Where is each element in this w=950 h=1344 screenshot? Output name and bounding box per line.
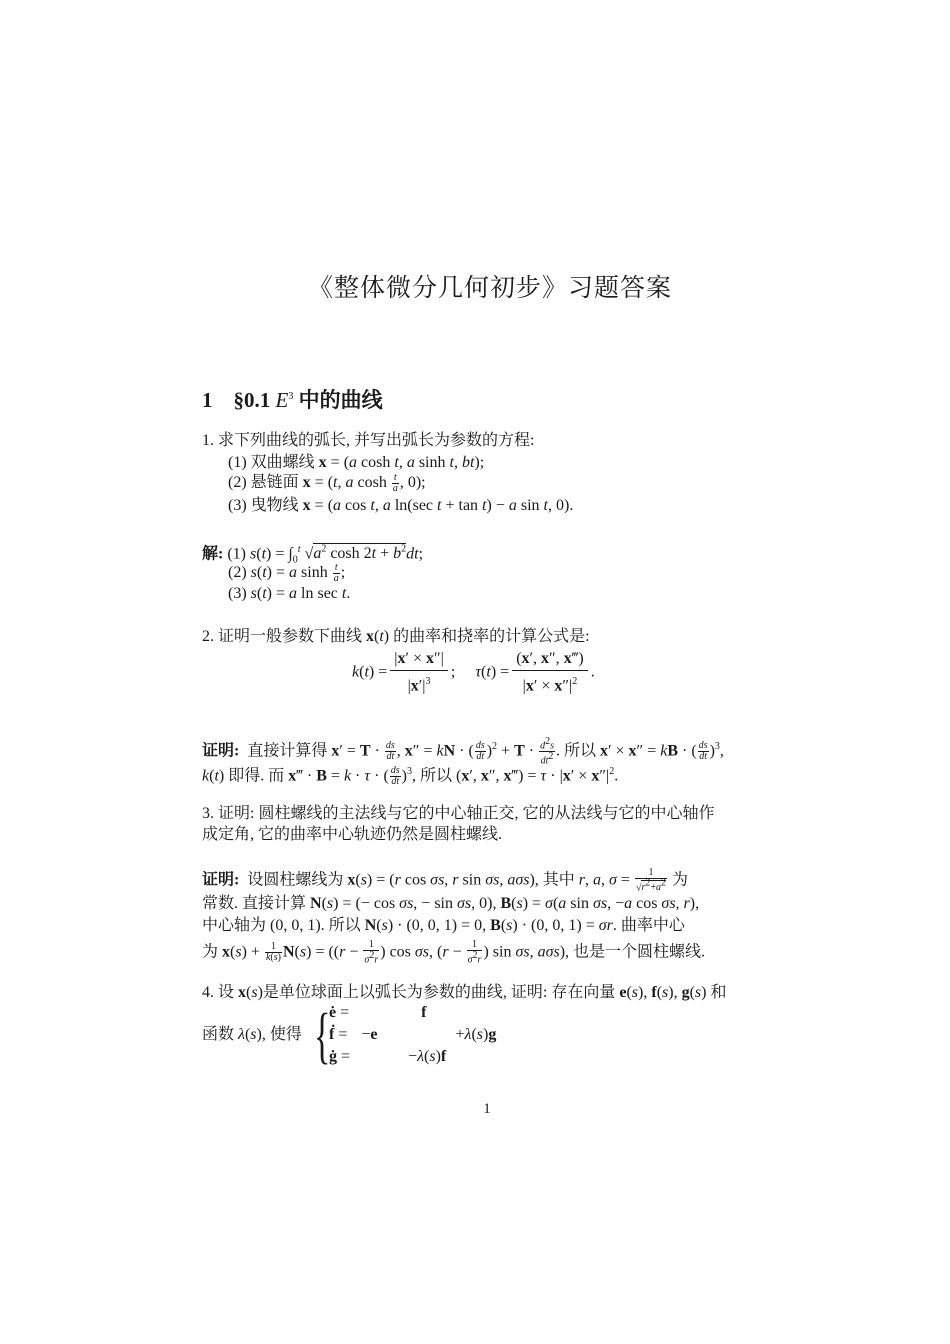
problem-3-line-1: 3. 证明: 圆柱螺线的主法线与它的中心轴正交, 它的从法线与它的中心轴作 <box>202 805 715 822</box>
section-heading: 1 §0.1 $E^3$ 中的曲线 <box>202 388 383 412</box>
problem-3-line-2: 成定角, 它的曲率中心轨迹仍然是圆柱螺线. <box>202 826 503 843</box>
section-var: E <box>275 388 289 412</box>
solution-1-line-3: (3) s(t) = a ln sec t. <box>228 585 351 602</box>
system-row-1: ė = f <box>329 1004 427 1021</box>
page-number: 1 <box>483 1101 491 1117</box>
proof-2-line-1: 证明: 直接计算得 x′ = T · $\frac{ds}{dt}$ , x″ = kN · ( $\frac{ds}{dt}$ )$^2$ + T · $\frac{d^2s}{dt^2}$ . 所以 x′ × x″ = kB · ( $\frac{ds}{dt}$ )$^3$, <box>202 736 724 767</box>
solution-1-line-2: (2) s(t) = a sinh $\frac{t}{a}$ ; <box>228 562 346 584</box>
solution-label: 解: <box>202 545 224 563</box>
document-title: 《整体微分几何初步》习题答案 <box>307 275 672 302</box>
proof-3-line-1: 证明: 设圆柱螺线为 x(s) = (r cos σs, r sin σs, aσs), 其中 r, a, σ = $\frac{1}{√r^2+a^2}$ 为 <box>202 867 689 894</box>
system-brace: { <box>314 1002 331 1070</box>
problem-1-item-3: (3) 曳物线 x = (a cos t, a ln(sec t + tan t) − a sin t, 0). <box>228 497 574 514</box>
proof-3-line-3: 中心轴为 (0, 0, 1). 所以 N(s) · (0, 0, 1) = 0, B(s) · (0, 0, 1) = σr. 曲率中心 <box>202 917 685 934</box>
problem-1-statement: 1. 求下列曲线的弧长, 并写出弧长为参数的方程: <box>202 432 535 449</box>
section-number: 1 <box>202 388 213 412</box>
problem-4-line-1: 4. 设 x(s)是单位球面上以弧长为参数的曲线, 证明: 存在向量 e(s), f(s), g(s) 和 <box>202 984 727 1001</box>
problem-2-formula: k(t) = $\frac{|x' \times x''|}{|x'|^3}$ ; τ(t) = $\frac{(x', x'', x‴)}{|x' \times x''|^2}$ . <box>352 650 595 695</box>
system-row-3: ġ = −λ(s)f <box>329 1048 447 1065</box>
problem-2-statement: 2. 证明一般参数下曲线 x(t) 的曲率和挠率的计算公式是: <box>202 628 590 645</box>
problem-4-func: 函数 λ(s), 使得 <box>202 1026 302 1043</box>
problem-1-item-1: (1) 双曲螺线 x = (a cosh t, a sinh t, bt); <box>228 454 485 471</box>
proof-2-line-2: k(t) 即得. 而 x‴ · B = k · τ · ( $\frac{ds}{dt}$ )$^3$, 所以 (x′, x″, x‴) = $\tau \cdot |x' \times x''|^2$. <box>202 765 619 788</box>
proof-3-line-2: 常数. 直接计算 N(s) = (− cos σs, − sin σs, 0), B(s) = σ(a sin σs, −a cos σs, r), <box>202 895 700 912</box>
proof-3-line-4: 为 x(s) + $\frac{1}{k(s)}$ N(s) = ((r − $\frac{1}{\sigma^2r}$ ) cos σs, (r − $\frac{1}{\sigma^2r}$ ) sin σs, aσs), 也是一个圆柱螺线. <box>202 939 706 966</box>
system-row-2: ḟ = −e +λ(s)g <box>329 1026 497 1043</box>
section-prefix: §0.1 <box>233 388 271 412</box>
section-suffix: 中的曲线 <box>298 388 383 412</box>
solution-1-line-1: 解: (1) $s(t) = \int_0^t$ $√a^2$ $\cosh 2t + b^2dt$; <box>202 544 424 566</box>
proof-label: 证明: <box>202 742 240 760</box>
problem-1-item-2: (2) 悬链面 x = (t, a cosh $\frac{t}{a}$ , 0); <box>228 472 426 494</box>
